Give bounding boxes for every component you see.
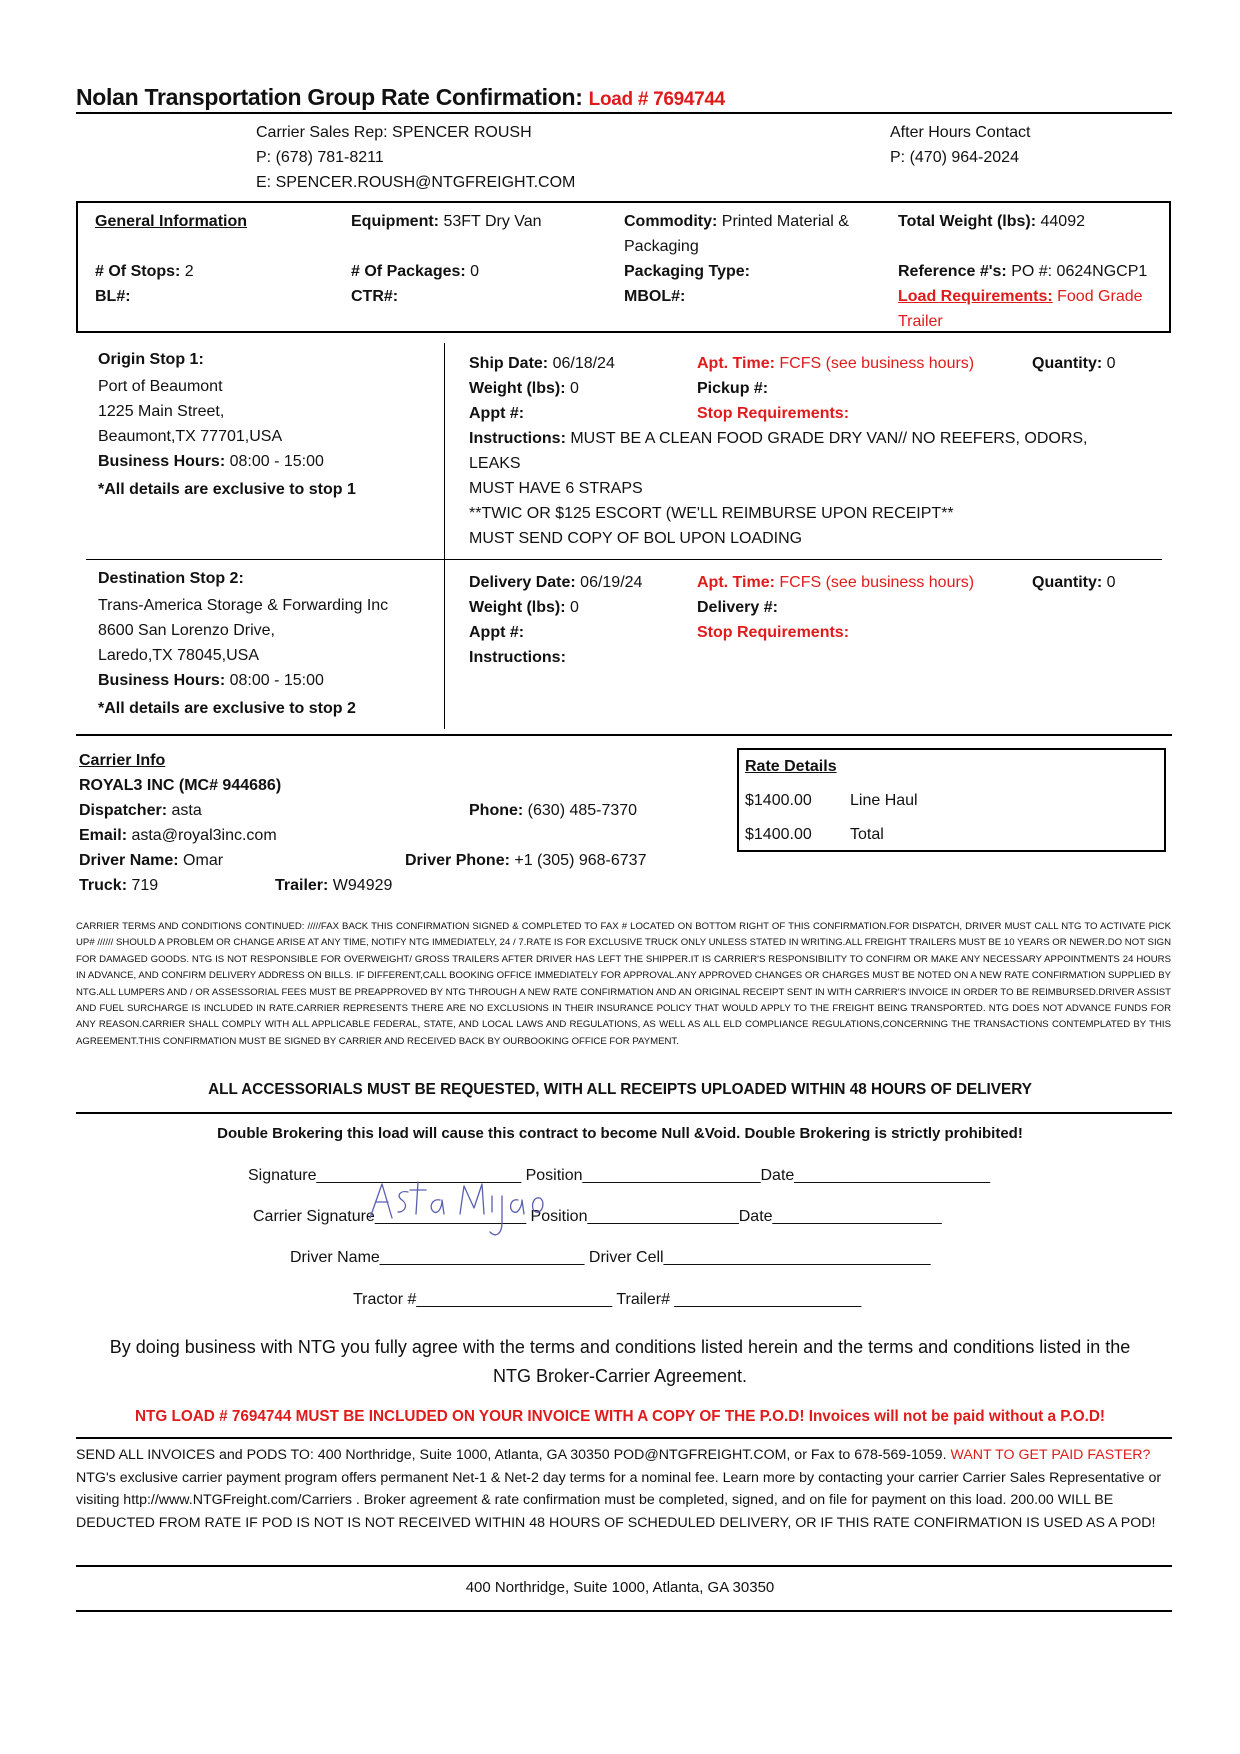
stops-value: 2 xyxy=(180,263,194,280)
origin-quantity xyxy=(1032,351,1116,376)
origin-stop-requirements: Stop Requirements: xyxy=(697,405,850,422)
rate-amount: $1400.00 xyxy=(745,826,812,843)
origin-pickup-number: Pickup #: xyxy=(697,380,769,397)
packaging-type-label: Packaging Type: xyxy=(624,263,750,280)
origin-instructions-line1 xyxy=(469,426,1159,451)
commodity-label: Commodity: xyxy=(624,213,718,230)
after-hours-label: After Hours Contact xyxy=(890,124,1031,141)
paid-faster-text: WANT TO GET PAID FASTER? xyxy=(950,1447,1151,1463)
sales-rep-name: Carrier Sales Rep: SPENCER ROUSH xyxy=(256,124,532,141)
sales-rep-contact xyxy=(256,120,575,195)
load-requirements-label: Load Requirements: xyxy=(898,288,1053,305)
driver-name-field xyxy=(79,848,223,873)
agreement-text xyxy=(0,1333,1240,1391)
reference-field xyxy=(898,259,1147,284)
driver-info-line[interactable]: Driver Name_______________________ Driver Cell______________________________ xyxy=(290,1249,931,1266)
ship-date-label: Ship Date: xyxy=(469,355,549,372)
destination-instructions: Instructions: xyxy=(469,649,566,666)
origin-instructions-label: Instructions: xyxy=(469,430,566,447)
carrier-info-heading: Carrier Info xyxy=(79,752,166,769)
terms-and-conditions: CARRIER TERMS AND CONDITIONS CONTINUED: /////FAX BACK THIS CONFIRMATION SIGNED & COMPLETED TO FAX # LOCATED ON BOTTOM RIGHT OF THIS CONFIRMATION.FOR DISPATCH, DRIVER MUST CALL NTG TO ACTIVATE PICK UP# ////// SHOULD A PROBLEM OR CHANGE ARISE AT ANY TIME, NOTIFY NTG IMMEDIATELY, 24 / 7.RATE IS FOR EXCLUSIVE TRUCK ONLY UNLESS STATED IN WRITING.ALL FREIGHT TRAILERS MUST BE 10 YEARS OR NEWER.DO NOT SIGN FOR DAMAGED GOODS. NTG IS NOT RESPONSIBLE FOR OVERWEIGHT/ GROSS TRAILERS AFTER DRIVER HAS LEFT THE SHIPPER.IT IS CARRIER'S RESPONSIBILITY TO CONFIRM OR MAKE ANY NECESSARY APPOINTMENTS 24 HOURS IN ADVANCE, AND CONFIRM DELIVERY ADDRESS ON BILLS. IF DIFFERENT,CALL BOOKING OFFICE IMMEDIATELY FOR APPROVAL.ANY APPROVED CHANGES OR CHARGES MUST BE NOTED ON A NEW RATE CONFIRMATION SUPPLIED BY NTG.ALL LUMPERS AND / OR ASSESSORIAL FEES MUST BE PREAPPROVED BY NTG THROUGH A NEW RATE CONFIRMATION AND AN ORIGINAL RECEIPT SENT IN WITH CARRIER'S INVOICE IN ORDER TO BE REIMBURSED.DRIVER ASSIST AND FUEL SURCHARGE IS INCLUDED IN RATE.CARRIER REPRESENTS THERE ARE NO EXCLUSIONS IN THEIR INSURANCE POLICY THAT WOULD APPLY TO THE FREIGHT BEING TRANSPORTED. NTG DOES NOT ADVANCE FUNDS FOR ANY REASON.CARRIER SHALL COMPLY WITH ALL APPLICABLE FEDERAL, STATE, AND LOCAL LAWS AND REGULATIONS, AS WELL AS ALL ELD COMPLIANCE REGULATIONS,CONCERNING THE TRANSACTIONS CONTEMPLATED BY THIS AGREEMENT.THIS CONFIRMATION MUST BE SIGNED BY CARRIER AND RECEIVED BACK BY OURBOOKING OFFICE FOR PAYMENT. xyxy=(76,921,1171,1047)
general-info-heading: General Information xyxy=(95,213,248,230)
origin-instructions-line3: MUST HAVE 6 STRAPS xyxy=(469,480,643,497)
title-rule xyxy=(76,112,1172,114)
destination-appt: Appt #: xyxy=(469,624,525,641)
stops-label: # Of Stops: xyxy=(95,263,181,280)
footer-bottom-rule xyxy=(76,1610,1172,1612)
destination-hours xyxy=(98,668,388,693)
origin-apt-details xyxy=(697,351,974,426)
dispatcher-field xyxy=(79,798,202,823)
origin-name: Port of Beaumont xyxy=(98,378,223,395)
driver-name-value: Omar xyxy=(178,852,224,869)
carrier-phone-field xyxy=(469,798,637,823)
double-brokering-notice: Double Brokering this load will cause this contract to become Null &Void. Double Brokering is strictly prohibited! xyxy=(217,1125,1023,1142)
destination-apt-time-value: FCFS (see business hours) xyxy=(774,574,975,591)
dispatcher-label: Dispatcher: xyxy=(79,802,168,819)
origin-appt: Appt #: xyxy=(469,405,525,422)
trailer-field xyxy=(275,873,392,898)
tractor-trailer-line[interactable]: Tractor #______________________ Trailer# _____________________ xyxy=(353,1291,862,1308)
origin-address-line2: Beaumont,TX 77701,USA xyxy=(98,428,283,445)
delivery-date-value: 06/19/24 xyxy=(575,574,643,591)
destination-stop-details xyxy=(469,570,642,670)
origin-hours xyxy=(98,449,356,474)
agreement-line1: By doing business with NTG you fully agree with the terms and conditions listed herein and the terms and conditions listed in the xyxy=(109,1337,1131,1357)
origin-instructions-line2: LEAKS xyxy=(469,455,521,472)
destination-apt-time xyxy=(697,570,974,595)
origin-stop-address xyxy=(98,347,356,502)
destination-hours-value: 08:00 - 15:00 xyxy=(225,672,324,689)
delivery-date-label: Delivery Date: xyxy=(469,574,576,591)
total-weight-value: 44092 xyxy=(1036,213,1085,230)
truck-value: 719 xyxy=(127,877,159,894)
origin-apt-time-label: Apt. Time: xyxy=(697,355,775,372)
carrier-email-label: Email: xyxy=(79,827,128,844)
reference-value: PO #: 0624NGCP1 xyxy=(1006,263,1148,280)
rate-row-total xyxy=(745,826,884,844)
commodity-value: Printed Material & xyxy=(717,213,849,230)
destination-quantity-value: 0 xyxy=(1102,574,1116,591)
carrier-phone-value: (630) 485-7370 xyxy=(523,802,638,819)
delivery-number: Delivery #: xyxy=(697,599,778,616)
destination-quantity xyxy=(1032,570,1116,595)
carrier-email-field xyxy=(79,823,277,848)
commodity-value-cont: Packaging xyxy=(624,238,699,255)
after-hours-phone: P: (470) 964-2024 xyxy=(890,149,1019,166)
driver-phone-value: +1 (305) 968-6737 xyxy=(509,852,647,869)
destination-stop-address xyxy=(98,566,388,721)
equipment-field xyxy=(351,209,542,234)
sales-rep-phone: P: (678) 781-8211 xyxy=(256,149,384,166)
rate-details-heading: Rate Details xyxy=(745,758,837,775)
destination-hours-label: Business Hours: xyxy=(98,672,226,689)
title-text: Nolan Transportation Group Rate Confirmation: xyxy=(76,84,583,110)
destination-heading: Destination Stop 2: xyxy=(98,570,244,587)
carrier-phone-label: Phone: xyxy=(469,802,524,819)
destination-address-line1: 8600 San Lorenzo Drive, xyxy=(98,622,275,639)
packages-field xyxy=(351,259,479,284)
commodity-field xyxy=(624,209,849,259)
ship-date-value: 06/18/24 xyxy=(548,355,615,372)
trailer-value: W94929 xyxy=(328,877,393,894)
invoice-instructions xyxy=(76,1444,1171,1534)
dispatcher-value: asta xyxy=(167,802,202,819)
footer-address: 400 Northridge, Suite 1000, Atlanta, GA 30350 xyxy=(465,1579,775,1596)
origin-hours-label: Business Hours: xyxy=(98,453,226,470)
destination-name: Trans-America Storage & Forwarding Inc xyxy=(98,597,389,614)
footer-mid-rule xyxy=(76,1565,1172,1567)
accessorials-rule xyxy=(76,1112,1172,1114)
sales-rep-email: E: SPENCER.ROUSH@NTGFREIGHT.COM xyxy=(256,174,576,191)
origin-hours-value: 08:00 - 15:00 xyxy=(225,453,324,470)
accessorials-notice: ALL ACCESSORIALS MUST BE REQUESTED, WITH ALL RECEIPTS UPLOADED WITHIN 48 HOURS OF DELIVERY xyxy=(208,1081,1032,1098)
load-requirements-field xyxy=(898,284,1143,334)
carrier-name: ROYAL3 INC (MC# 944686) xyxy=(79,777,282,794)
origin-instructions-text1: MUST BE A CLEAN FOOD GRADE DRY VAN// NO REEFERS, ODORS, xyxy=(565,430,1088,447)
signature-line[interactable]: Signature_______________________ Position____________________Date______________________ xyxy=(248,1167,991,1184)
rate-row-line-haul xyxy=(745,792,918,810)
truck-label: Truck: xyxy=(79,877,128,894)
handwritten-signature xyxy=(368,1178,548,1248)
driver-phone-field xyxy=(405,848,646,873)
truck-field xyxy=(79,873,158,898)
destination-apt-time-label: Apt. Time: xyxy=(697,574,775,591)
destination-exclusive-note: *All details are exclusive to stop 2 xyxy=(98,700,356,717)
reference-label: Reference #'s: xyxy=(898,263,1007,280)
origin-quantity-value: 0 xyxy=(1102,355,1116,372)
page-title xyxy=(76,84,725,111)
stops-separator xyxy=(86,559,1162,560)
packages-value: 0 xyxy=(465,263,480,280)
equipment-value: 53FT Dry Van xyxy=(439,213,542,230)
destination-weight xyxy=(469,595,642,620)
rate-label: Line Haul xyxy=(850,792,918,809)
driver-phone-label: Driver Phone: xyxy=(405,852,510,869)
origin-address-line1: 1225 Main Street, xyxy=(98,403,225,420)
delivery-date xyxy=(469,570,642,595)
origin-exclusive-note: *All details are exclusive to stop 1 xyxy=(98,481,356,498)
rate-label: Total xyxy=(850,826,884,843)
agreement-line2: NTG Broker-Carrier Agreement. xyxy=(492,1366,748,1386)
ctr-label: CTR#: xyxy=(351,288,399,305)
destination-stop-requirements: Stop Requirements: xyxy=(697,624,850,641)
rate-details-box xyxy=(737,748,1166,852)
driver-name-label: Driver Name: xyxy=(79,852,179,869)
destination-weight-value: 0 xyxy=(565,599,579,616)
origin-quantity-label: Quantity: xyxy=(1032,355,1103,372)
general-info-box xyxy=(76,201,1171,333)
stops-divider xyxy=(444,343,445,729)
invoice-send-text: SEND ALL INVOICES and PODS TO: 400 Northridge, Suite 1000, Atlanta, GA 30350 POD@NTGFREIGHT.COM, or Fax to 678-569-1059. xyxy=(76,1447,951,1463)
carrier-section-rule xyxy=(76,734,1172,736)
signature-scribble-icon xyxy=(368,1178,548,1248)
stops-field xyxy=(95,259,194,284)
load-number: Load # 7694744 xyxy=(588,89,725,110)
destination-address-line2: Laredo,TX 78045,USA xyxy=(98,647,259,664)
load-requirements-value: Food Grade xyxy=(1052,288,1143,305)
carrier-email-value: asta@royal3inc.com xyxy=(127,827,277,844)
total-weight-field xyxy=(898,209,1085,234)
destination-apt-details xyxy=(697,570,974,645)
total-weight-label: Total Weight (lbs): xyxy=(898,213,1037,230)
trailer-label: Trailer: xyxy=(275,877,329,894)
origin-apt-time-value: FCFS (see business hours) xyxy=(774,355,975,372)
origin-instructions-line5: MUST SEND COPY OF BOL UPON LOADING xyxy=(469,530,803,547)
bl-label: BL#: xyxy=(95,288,131,305)
load-requirements-value-cont: Trailer xyxy=(898,313,943,330)
mbol-label: MBOL#: xyxy=(624,288,686,305)
equipment-label: Equipment: xyxy=(351,213,439,230)
packages-label: # Of Packages: xyxy=(351,263,466,280)
origin-apt-time xyxy=(697,351,974,376)
destination-quantity-label: Quantity: xyxy=(1032,574,1103,591)
destination-weight-label: Weight (lbs): xyxy=(469,599,566,616)
after-hours-contact xyxy=(890,120,1031,170)
origin-instructions-line4: **TWIC OR $125 ESCORT (WE'LL REIMBURSE UPON RECEIPT** xyxy=(469,505,954,522)
origin-weight-label: Weight (lbs): xyxy=(469,380,566,397)
origin-weight-value: 0 xyxy=(565,380,579,397)
payment-program-text: NTG's exclusive carrier payment program offers permanent Net-1 & Net-2 day terms for a nominal fee. Learn more by contacting your carrier Carrier Sales Representative or visiting http://www.NTGFreight.com/Carriers . Broker agreement & rate confirmation must be completed, signed, and on file for payment on this load. 200.00 WILL BE DEDUCTED FROM RATE IF POD IS NOT IS NOT RECEIVED WITHIN 48 HOURS OF SCHEDULED DELIVERY, OR IF THIS RATE CONFIRMATION IS USED AS A POD! xyxy=(76,1469,1162,1531)
origin-heading: Origin Stop 1: xyxy=(98,351,204,368)
rate-amount: $1400.00 xyxy=(745,792,812,809)
invoice-pod-notice: NTG LOAD # 7694744 MUST BE INCLUDED ON YOUR INVOICE WITH A COPY OF THE P.O.D! Invoices will not be paid without a P.O.D! xyxy=(134,1408,1106,1425)
carrier-signature-line[interactable]: Carrier Signature_________________ Position_________________Date___________________ xyxy=(253,1208,942,1225)
footer-top-rule xyxy=(76,1437,1172,1439)
